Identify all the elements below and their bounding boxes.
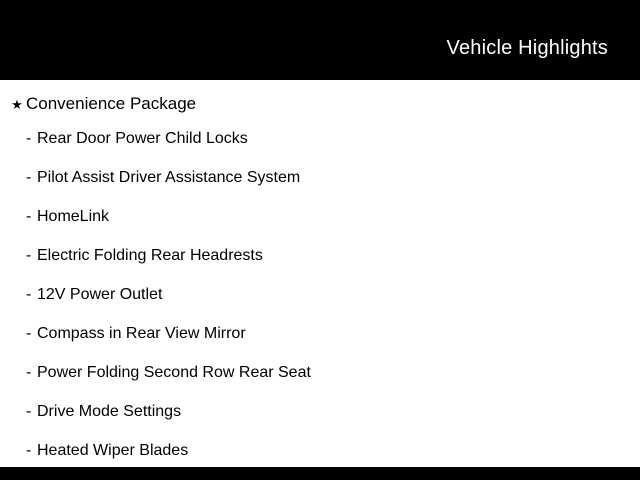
letterbox-bottom	[0, 467, 640, 480]
dash-marker: -	[26, 403, 32, 420]
dash-marker: -	[26, 247, 32, 264]
dash-marker: -	[26, 208, 32, 225]
feature-list	[0, 119, 640, 470]
list-item-label: HomeLink	[37, 208, 110, 225]
list-item	[0, 197, 640, 236]
list-item-label: Drive Mode Settings	[37, 403, 182, 420]
dash-marker: -	[26, 325, 32, 342]
slide-header	[0, 17, 640, 80]
dash-marker: -	[26, 442, 32, 459]
list-item	[0, 431, 640, 470]
list-item	[0, 236, 640, 275]
list-item	[0, 353, 640, 392]
list-item	[0, 275, 640, 314]
list-item	[0, 158, 640, 197]
feature-group-title: Convenience Package	[26, 94, 197, 113]
slide-content	[0, 80, 640, 467]
list-item-label: Electric Folding Rear Headrests	[37, 247, 263, 264]
star-icon: ★	[11, 97, 23, 112]
letterbox-top	[0, 0, 640, 17]
list-item-label: Rear Door Power Child Locks	[37, 130, 248, 147]
dash-marker: -	[26, 364, 32, 381]
list-item-label: Power Folding Second Row Rear Seat	[37, 364, 311, 381]
list-item-label: 12V Power Outlet	[37, 286, 163, 303]
dash-marker: -	[26, 286, 32, 303]
dash-marker: -	[26, 130, 32, 147]
list-item-label: Heated Wiper Blades	[37, 442, 189, 459]
feature-group-heading	[0, 92, 640, 117]
list-item	[0, 119, 640, 158]
list-item-label: Compass in Rear View Mirror	[37, 325, 246, 342]
dash-marker: -	[26, 169, 32, 186]
list-item	[0, 314, 640, 353]
page-title: Vehicle Highlights	[446, 37, 608, 59]
list-item-label: Pilot Assist Driver Assistance System	[37, 169, 301, 186]
list-item	[0, 392, 640, 431]
